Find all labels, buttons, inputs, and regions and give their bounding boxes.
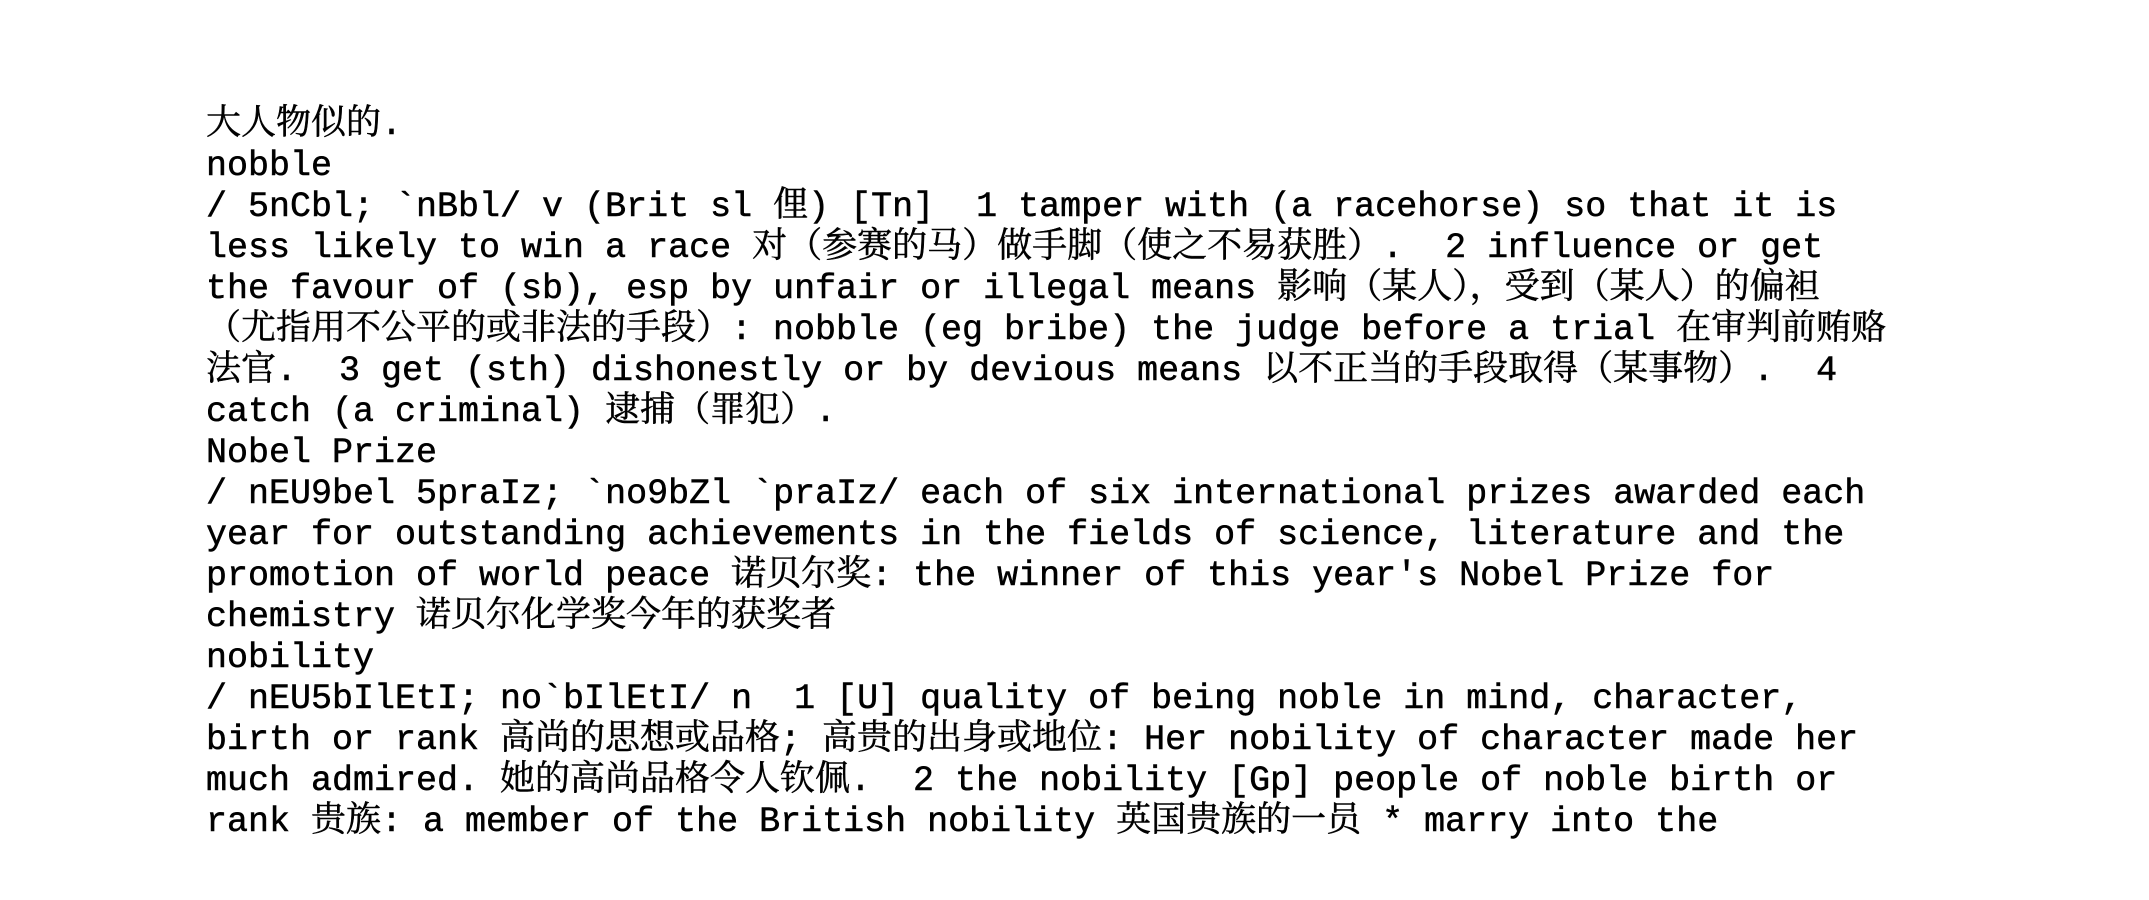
definition-line: less likely to win a race 对（参赛的马）做手脚（使之不易获胜）. 2 influence or get xyxy=(206,228,1824,268)
definition-line: rank 贵族: a member of the British nobility 英国贵族的一员 * marry into the xyxy=(206,802,1719,842)
definition-line: promotion of world peace 诺贝尔奖: the winner of this year's Nobel Prize for xyxy=(206,556,1775,596)
definition-line: / nEU9bel 5praIz; `no9bZl `praIz/ each of six international prizes awarded each xyxy=(206,474,1866,514)
definition-line: / nEU5bIlEtI; no`bIlEtI/ n 1 [U] quality of being noble in mind, character, xyxy=(206,679,1803,719)
definition-line: （尤指用不公平的或非法的手段）: nobble (eg bribe) the judge before a trial 在审判前贿赂 xyxy=(206,310,1887,350)
headword: nobble xyxy=(206,146,333,186)
definition-line: catch (a criminal) 逮捕（罪犯）. xyxy=(206,392,837,432)
dictionary-page xyxy=(206,105,2106,843)
definition-line: / 5nCbl; `nBbl/ v (Brit sl 俚) [Tn] 1 tamper with (a racehorse) so that it is xyxy=(206,187,1838,227)
definition-line: the favour of (sb), esp by unfair or illegal means 影响（某人），受到（某人）的偏袒 xyxy=(206,269,1820,309)
definition-line: birth or rank 高尚的思想或品格; 高贵的出身或地位: Her nobility of character made her xyxy=(206,720,1859,760)
definition-line: 法官. 3 get (sth) dishonestly or by devious means 以不正当的手段取得（某事物）. 4 xyxy=(206,351,1838,391)
definition-line: year for outstanding achievements in the fields of science, literature and the xyxy=(206,515,1845,555)
headword: nobility xyxy=(206,638,375,678)
definition-line: much admired. 她的高尚品格令人钦佩. 2 the nobility [Gp] people of noble birth or xyxy=(206,761,1838,801)
definition-line: chemistry 诺贝尔化学奖今年的获奖者 xyxy=(206,597,837,637)
text-line: 大人物似的. xyxy=(206,105,403,145)
headword: Nobel Prize xyxy=(206,433,438,473)
